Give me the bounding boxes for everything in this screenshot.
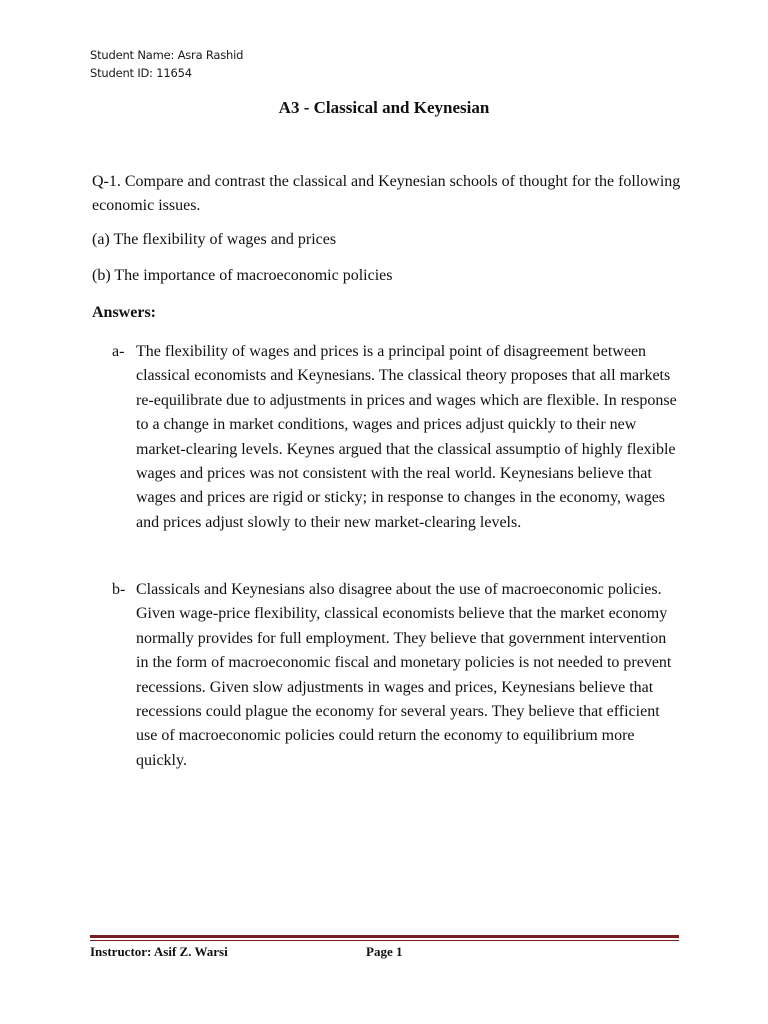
student-id: Student ID: 11654 — [90, 66, 192, 80]
answer-marker-b: b- — [112, 581, 126, 598]
footer-page-number: Page 1 — [366, 944, 403, 959]
answer-text-a: The flexibility of wages and prices is a principal point of disagreement between classical economists and Keynesians. The classical theory proposes that all markets re-equilibrate due to adjustments in prices and wages which are flexible. In response to a change in market conditions, wages and prices adjust quickly to their new market-clearing levels. Keynes argued that the classical assumptio of highly flexible wages and prices was not consistent with the real world. Keynesians believe that wages and prices are rigid or sticky; in response to changes in the economy, wages and prices adjust slowly to their new market-clearing levels. — [136, 343, 677, 531]
question-prompt: Q-1. Compare and contrast the classical and Keynesian schools of thought for the following economic issues. — [92, 173, 681, 214]
answer-text-b: Classicals and Keynesians also disagree about the use of macroeconomic policies. Given wage-price flexibility, classical economists believe that the market economy normally provides for full employment. They believe that government intervention in the form of macroeconomic fiscal and monetary policies is not needed to prevent recessions. Given slow adjustments in wages and prices, Keynesians believe that recessions could plague the economy for several years. They believe that efficient use of macroeconomic policies could return the economy to equilibrium more quickly. — [136, 581, 672, 769]
footer-instructor: Instructor: Asif Z. Warsi — [90, 944, 228, 959]
answer-item-b — [112, 578, 682, 773]
footer-rule-thick — [90, 935, 679, 938]
question-part-b: (b) The importance of macroeconomic policies — [92, 267, 393, 284]
answer-item-a — [112, 340, 682, 535]
document-title: A3 - Classical and Keynesian — [278, 98, 490, 117]
question-part-a: (a) The flexibility of wages and prices — [92, 231, 337, 248]
answer-marker-a: a- — [112, 343, 125, 360]
answers-heading: Answers: — [92, 304, 156, 321]
footer-rule-thin — [90, 940, 679, 941]
student-name: Student Name: Asra Rashid — [90, 48, 244, 62]
